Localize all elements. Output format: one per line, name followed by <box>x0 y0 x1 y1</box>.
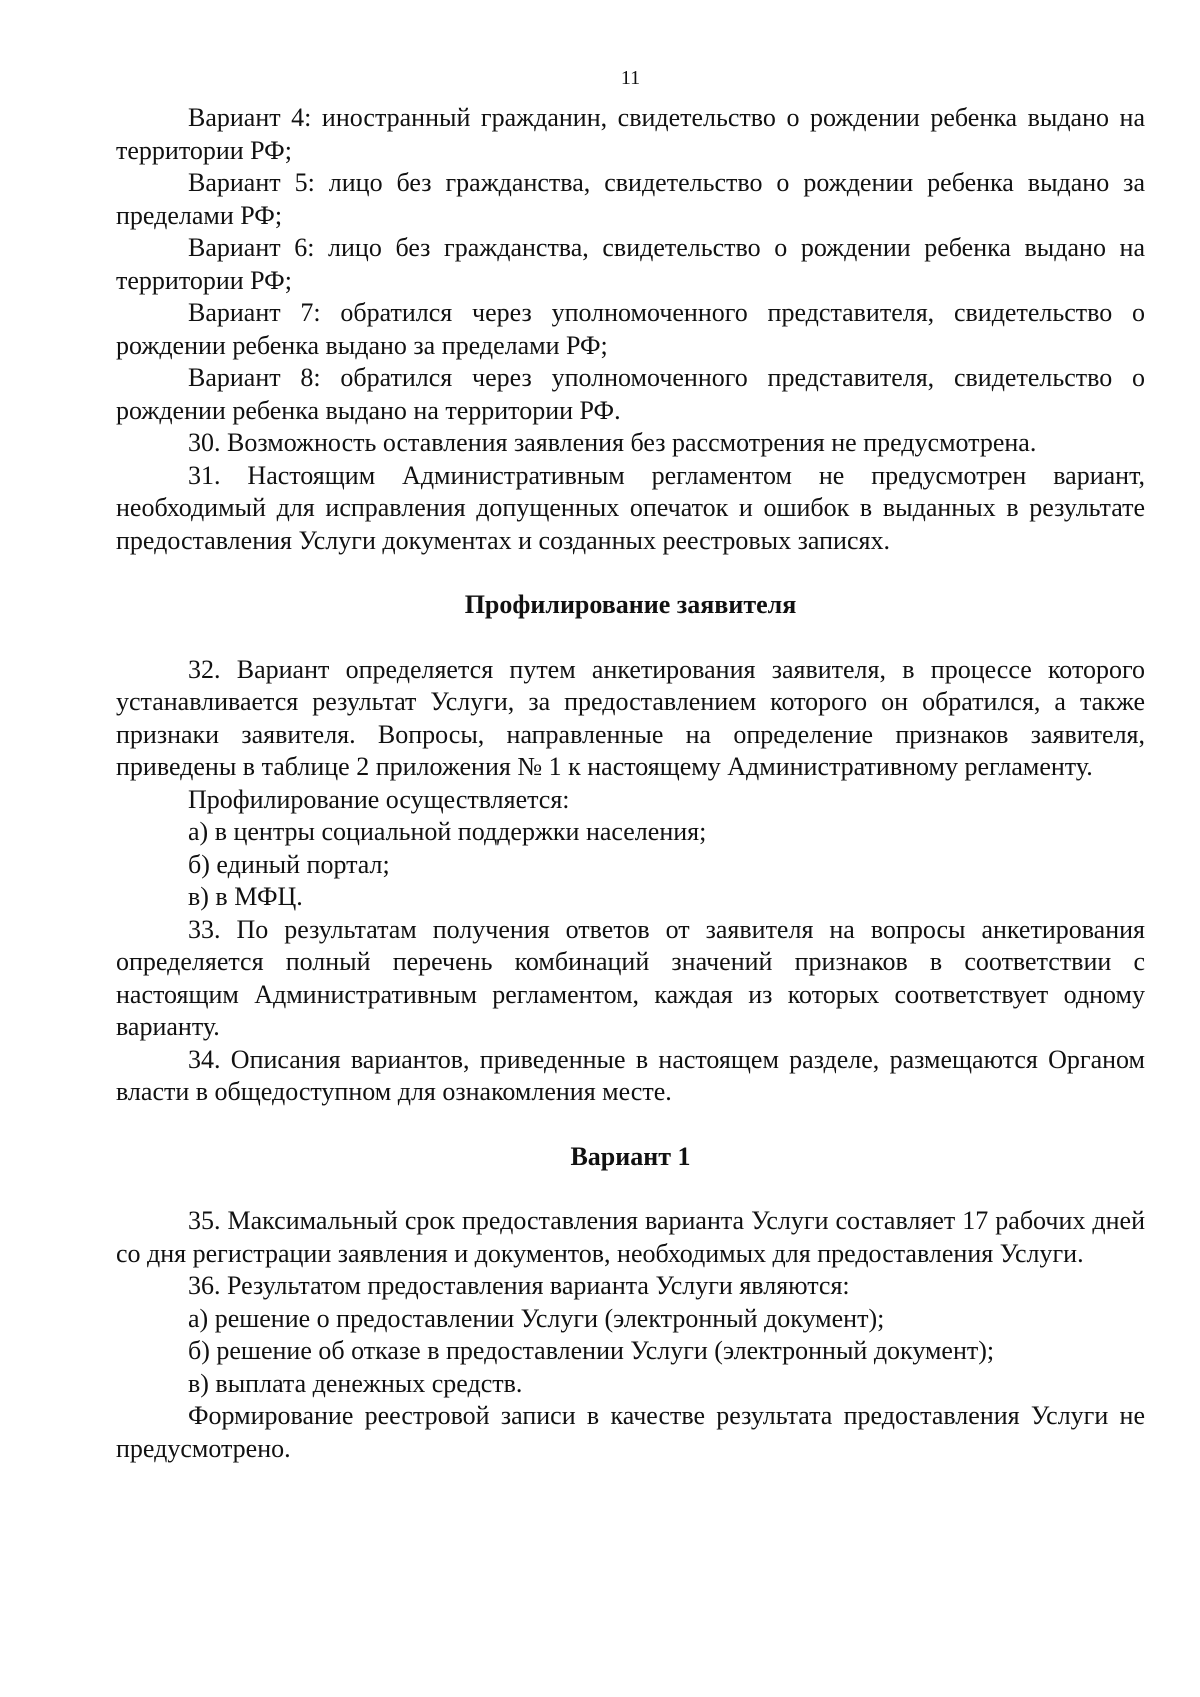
paragraph-34: 34. Описания вариантов, приведенные в настоящем разделе, размещаются Органом власти в общедоступном для ознакомления месте. <box>116 1044 1145 1106</box>
paragraph-variant-5: Вариант 5: лицо без гражданства, свидетельство о рождении ребенка выдано за пределами РФ; <box>116 168 1145 230</box>
result-item-c: в) выплата денежных средств. <box>188 1368 523 1398</box>
section-heading-profiling: Профилирование заявителя <box>464 590 797 619</box>
section-heading-variant-1: Вариант 1 <box>570 1141 691 1171</box>
result-item-b: б) решение об отказе в предоставлении Услуги (электронный документ); <box>188 1336 995 1365</box>
paragraph-35: 35. Максимальный срок предоставления варианта Услуги составляет 17 рабочих дней со дня регистрации заявления и документов, необходимых для предоставления Услуги. <box>116 1206 1145 1268</box>
paragraph-30: 30. Возможность оставления заявления без рассмотрения не предусмотрена. <box>188 428 1037 457</box>
document-page <box>116 66 1145 1465</box>
paragraph-32: 32. Вариант определяется путем анкетирования заявителя, в процессе которого устанавливается результат Услуги, за предоставлением которого он обратился, а также признаки заявителя. Вопросы, направленные на определение признаков заявителя, приведены в таблице 2 приложения № 1 к настоящему Административному регламенту. <box>116 654 1145 781</box>
paragraph-33: 33. По результатам получения ответов от заявителя на вопросы анкетирования определяется полный перечень комбинаций значений признаков в соответствии с настоящим Административным регламентом, каждая из которых соответствует одному варианту. <box>116 914 1145 1041</box>
page-number: 11 <box>620 67 641 89</box>
paragraph-variant-7: Вариант 7: обратился через уполномоченного представителя, свидетельство о рождении ребенка выдано за пределами РФ; <box>116 298 1145 360</box>
paragraph-profiling-intro: Профилирование осуществляется: <box>188 784 570 814</box>
result-item-a: а) решение о предоставлении Услуги (электронный документ); <box>188 1303 885 1333</box>
list-item-a: а) в центры социальной поддержки населения; <box>188 817 707 846</box>
paragraph-variant-6: Вариант 6: лицо без гражданства, свидетельство о рождении ребенка выдано на территории РФ; <box>116 233 1145 295</box>
paragraph-registry-record: Формирование реестровой записи в качестве результата предоставления Услуги не предусмотрено. <box>116 1401 1145 1463</box>
paragraph-variant-8: Вариант 8: обратился через уполномоченного представителя, свидетельство о рождении ребенка выдано на территории РФ. <box>116 363 1145 425</box>
paragraph-31: 31. Настоящим Административным регламентом не предусмотрен вариант, необходимый для исправления допущенных опечаток и ошибок в выданных в результате предоставления Услуги документах и созданных реестровых записях. <box>116 460 1145 555</box>
list-item-c: в) в МФЦ. <box>188 882 303 911</box>
paragraph-36: 36. Результатом предоставления варианта Услуги являются: <box>188 1271 850 1300</box>
paragraph-variant-4: Вариант 4: иностранный гражданин, свидетельство о рождении ребенка выдано на территории РФ; <box>116 103 1145 165</box>
list-item-b: б) единый портал; <box>188 849 390 879</box>
